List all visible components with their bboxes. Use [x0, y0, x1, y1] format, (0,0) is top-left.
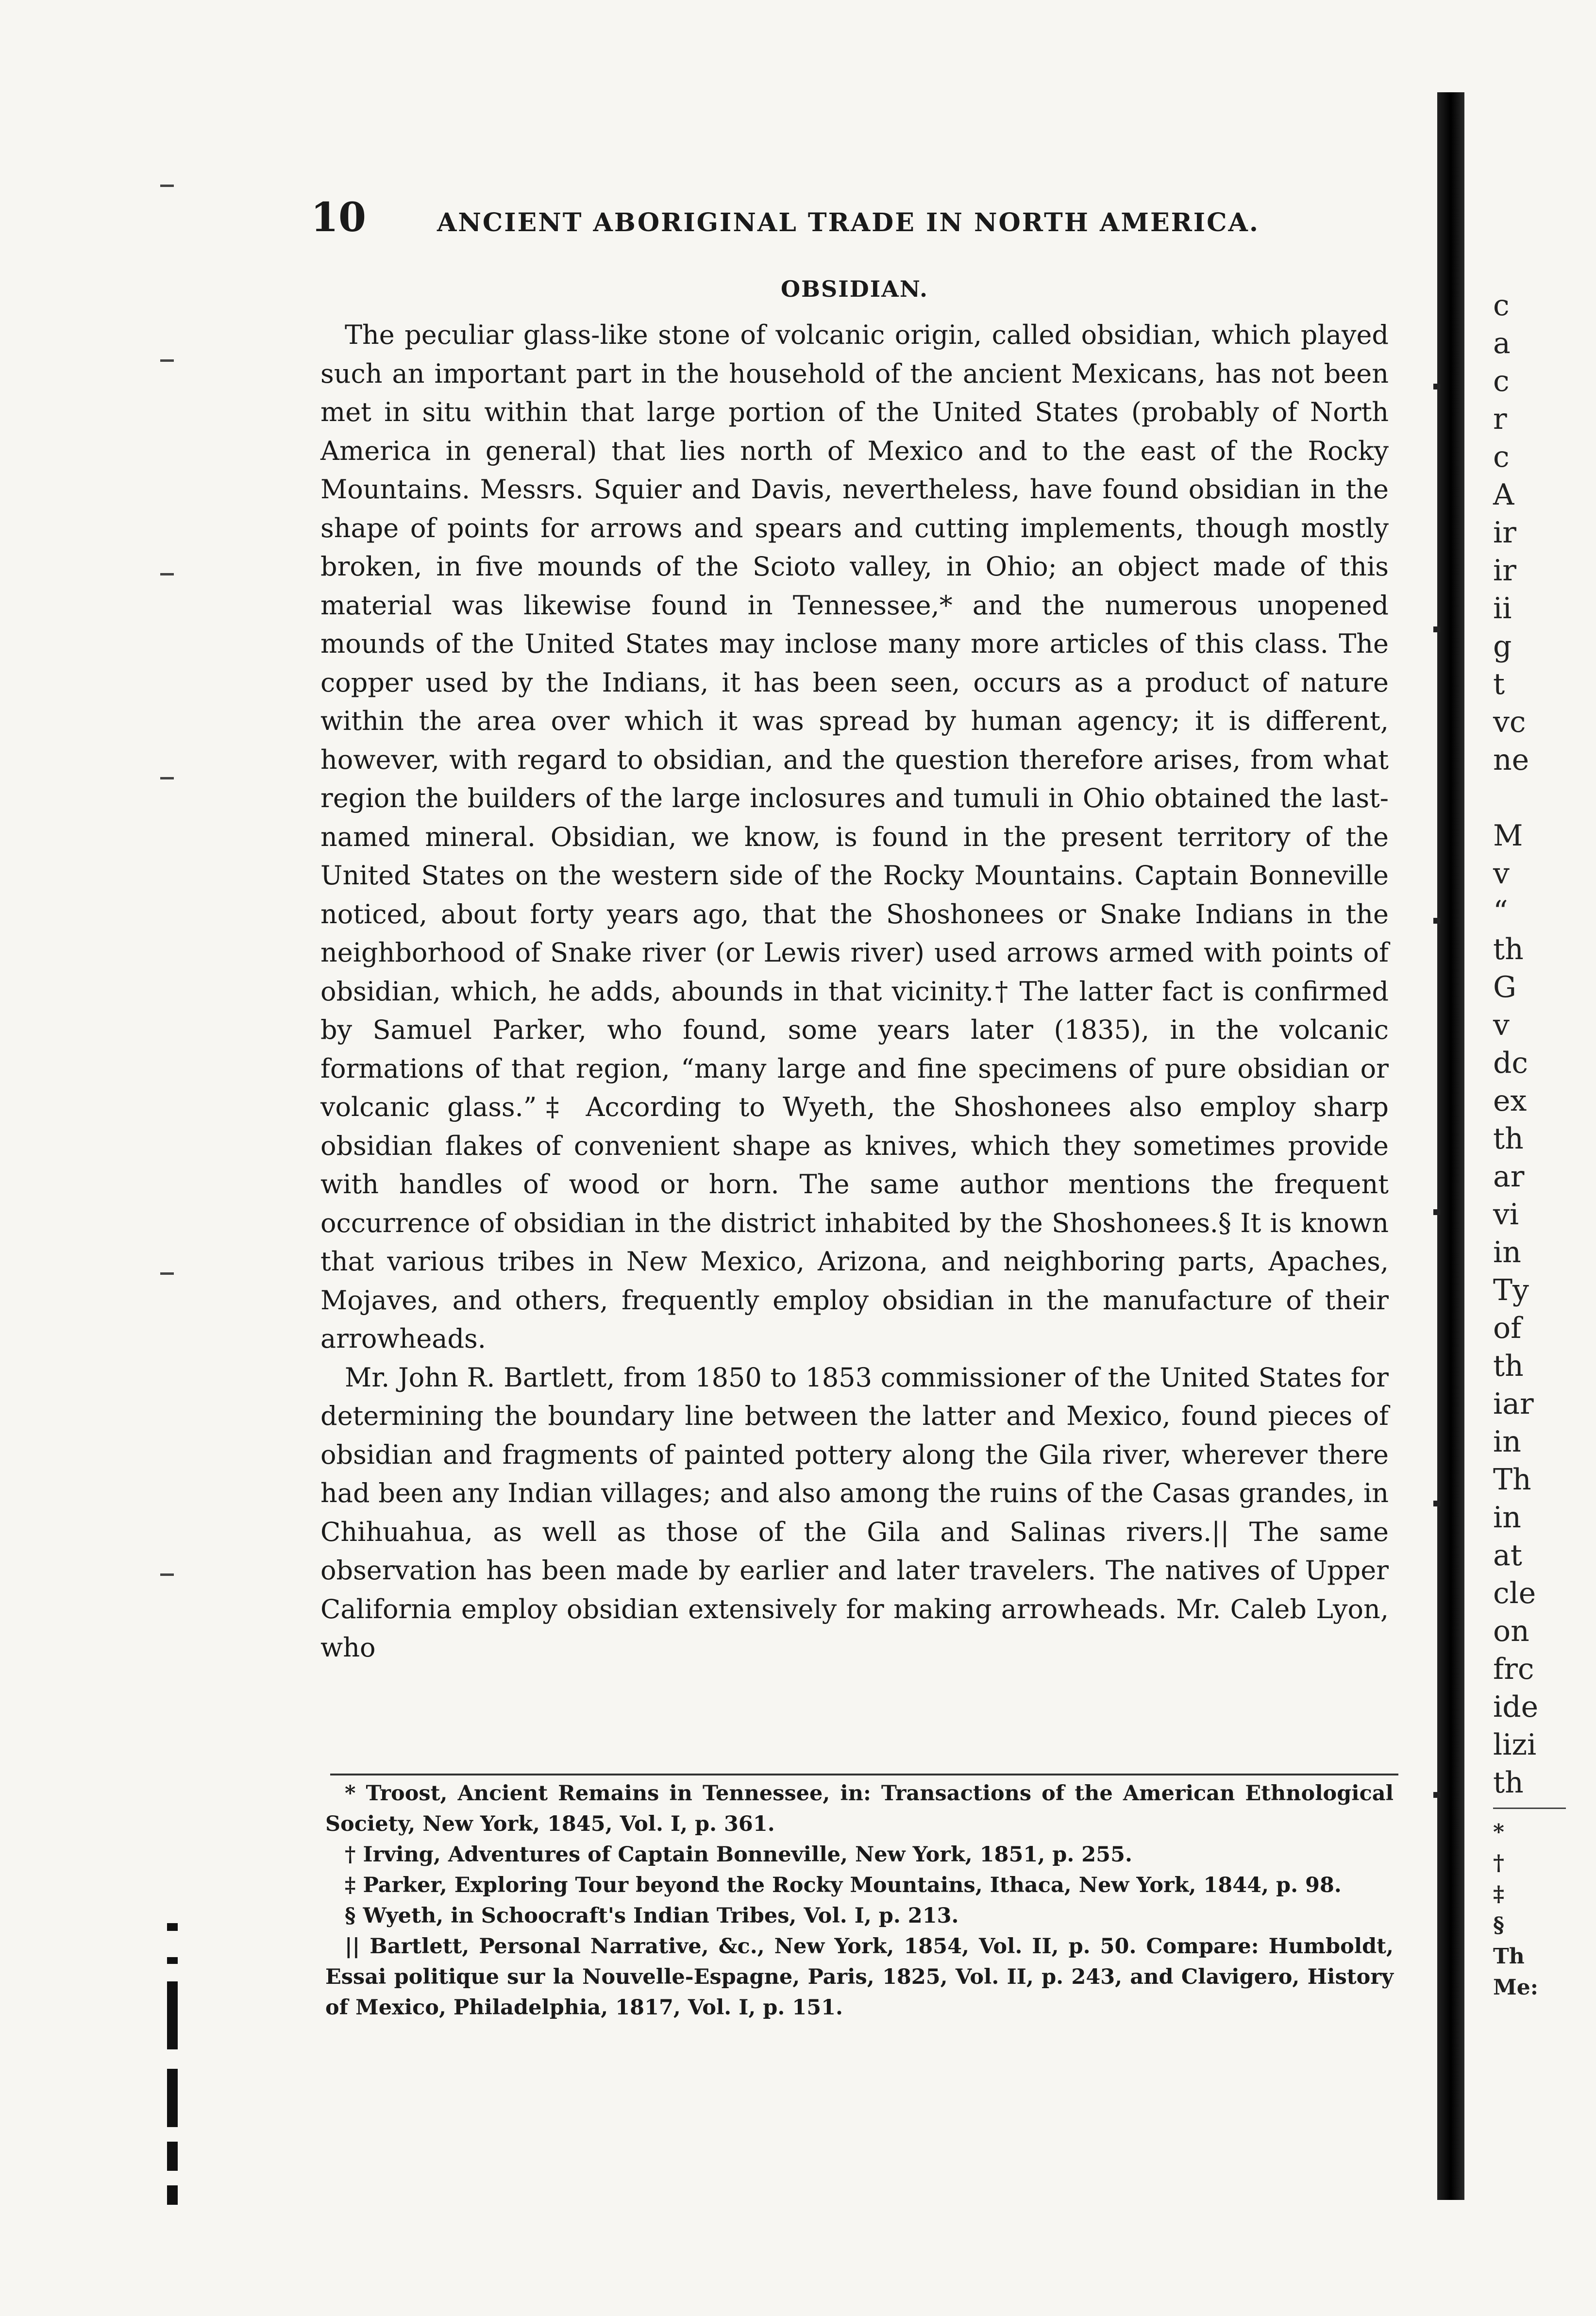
next-page-fragment: c [1493, 364, 1510, 398]
next-page-fragment: ir [1493, 516, 1516, 550]
paragraph: The peculiar glass-like stone of volcanic origin, called obsidian, which played such an important part in the household of the ancient Mexicans, has not been met in situ within that large portion of the United States (probably of North America in general) that lies north of Mexico and to the east of the Rocky Mountains. Messrs. Squier and Davis, nevertheless, have found obsidian in the shape of points for arrows and spears and cutting implements, though mostly broken, in five mounds of the Scioto valley, in Ohio; an object made of this material was likewise found in Tennessee,* and the numerous unopened mounds of the United States may inclose many more articles of this class. The copper used by the Indians, it has been seen, occurs as a product of nature within the area over which it was spread by human agency; it is different, however, with regard to obsidian, and the question therefore arises, from what region the builders of the large inclosures and tumuli in Ohio obtained the last-named mineral. Obsidian, we know, is found in the present territory of the United States on the western side of the Rocky Mountains. Captain Bonneville noticed, about forty years ago, that the Shoshonees or Snake Indians in the neighborhood of Snake river (or Lewis river) used arrows armed with points of obsidian, which, he adds, abounds in that vicinity.† The latter fact is confirmed by Samuel Parker, who found, some years later (1835), in the volcanic formations of that region, “many large and fine specimens of pure obsidian or volcanic glass.”‡ According to Wyeth, the Shoshonees also employ sharp obsidian flakes of convenient shape as knives, which they sometimes provide with handles of wood or horn. The same author mentions the frequent occurrence of obsidian in the district inhabited by the Shoshonees.§ It is known that various tribes in New Mexico, Arizona, and neighboring parts, Apaches, Mojaves, and others, frequently employ obsidian in the manufacture of their arrowheads. [320, 320, 1389, 1354]
body-text [320, 316, 1389, 1667]
page-number: 10 [311, 194, 367, 241]
next-page-fragment: frc [1493, 1652, 1534, 1686]
footnote: || Bartlett, Personal Narrative, &c., New York, 1854, Vol. II, p. 50. Compare: Humboldt, Essai politique sur la Nouvelle-Espagne, Paris, 1825, Vol. II, p. 243, and Clavigero, History of Mexico, Philadelphia, 1817, Vol. I, p. 151. [325, 1934, 1394, 2020]
next-page-footnote-mark: § [1493, 1913, 1505, 1938]
next-page-fragment: c [1493, 288, 1510, 322]
next-page-fragment: ar [1493, 1160, 1525, 1194]
next-page-fragment: th [1493, 1122, 1524, 1156]
footnotes [325, 1778, 1394, 2023]
next-page-footnote-rule [1493, 1808, 1566, 1809]
next-page-fragment: lizi [1493, 1728, 1537, 1762]
next-page-footnote-mark: * [1493, 1820, 1505, 1844]
next-page-fragment: v [1493, 857, 1510, 891]
footnote: § Wyeth, in Schoocraft's Indian Tribes, Vol. I, p. 213. [345, 1904, 959, 1928]
next-page-footnote-mark: Me: [1493, 1975, 1538, 2000]
next-page-fragment: ii [1493, 592, 1512, 625]
next-page-fragment: A [1493, 478, 1514, 512]
next-page-fragment: in [1493, 1501, 1521, 1535]
paragraph: Mr. John R. Bartlett, from 1850 to 1853 commissioner of the United States for determining the boundary line between the latter and Mexico, found pieces of obsidian and fragments of painted pottery along the Gila river, wherever there had been any Indian villages; and also among the ruins of the Casas grandes, in Chihuahua, as well as those of the Gila and Salinas rivers.|| The same observation has been made by earlier and later travelers. The natives of Upper California employ obsidian extensively for making arrowheads. Mr. Caleb Lyon, who [320, 1362, 1389, 1663]
next-page-fragment: r [1493, 402, 1507, 436]
next-page-fragment: v [1493, 1008, 1510, 1042]
next-page-fragment: in [1493, 1235, 1521, 1269]
next-page-fragment: Th [1493, 1463, 1531, 1497]
page-fold [1437, 92, 1464, 2200]
next-page-fragment: ir [1493, 554, 1516, 588]
running-title: ANCIENT ABORIGINAL TRADE IN NORTH AMERICA. [437, 208, 1260, 237]
next-page-fragment: at [1493, 1538, 1522, 1572]
next-page-fragment: th [1493, 932, 1524, 966]
next-page-fragment: of [1493, 1311, 1522, 1345]
next-page-fragment: vi [1493, 1198, 1519, 1232]
next-page-fragment: cle [1493, 1576, 1536, 1610]
running-head [311, 194, 1398, 248]
footnote: * Troost, Ancient Remains in Tennessee, in: Transactions of the American Ethnological Society, New York, 1845, Vol. I, p. 361. [325, 1781, 1394, 1836]
next-page-footnote-mark: ‡ [1493, 1882, 1505, 1907]
scan-left-edge [160, 87, 189, 2273]
footnote-rule [330, 1774, 1398, 1775]
next-page-fragment: Ty [1493, 1273, 1529, 1307]
next-page-fragment: “ [1493, 895, 1508, 929]
next-page-fragment: t [1493, 667, 1505, 701]
next-page-fragment: in [1493, 1425, 1521, 1459]
next-page-fragment: c [1493, 440, 1510, 474]
next-page-fragment: M [1493, 819, 1523, 853]
next-page-fragment: on [1493, 1614, 1529, 1648]
next-page-column [1493, 287, 1595, 2003]
next-page-fragment: dc [1493, 1046, 1529, 1080]
next-page-fragment: th [1493, 1766, 1524, 1800]
next-page-fragment: th [1493, 1349, 1524, 1383]
footnote: † Irving, Adventures of Captain Bonneville, New York, 1851, p. 255. [345, 1843, 1132, 1867]
footnote: ‡ Parker, Exploring Tour beyond the Rocky Mountains, Ithaca, New York, 1844, p. 98. [345, 1873, 1342, 1897]
next-page-footnote-mark: † [1493, 1851, 1505, 1876]
next-page-fragment: vc [1493, 705, 1526, 739]
next-page-fragment: ex [1493, 1084, 1527, 1118]
next-page-fragment: G [1493, 970, 1516, 1004]
next-page-fragment: a [1493, 326, 1511, 360]
next-page-fragment: ne [1493, 743, 1529, 777]
next-page-footnote-mark: Th [1493, 1944, 1525, 1969]
next-page-fragment: g [1493, 629, 1512, 663]
section-title: OBSIDIAN. [781, 276, 928, 302]
next-page-fragment: ide [1493, 1690, 1539, 1724]
next-page-fragment [1493, 779, 1595, 817]
next-page-fragment: iar [1493, 1387, 1534, 1421]
